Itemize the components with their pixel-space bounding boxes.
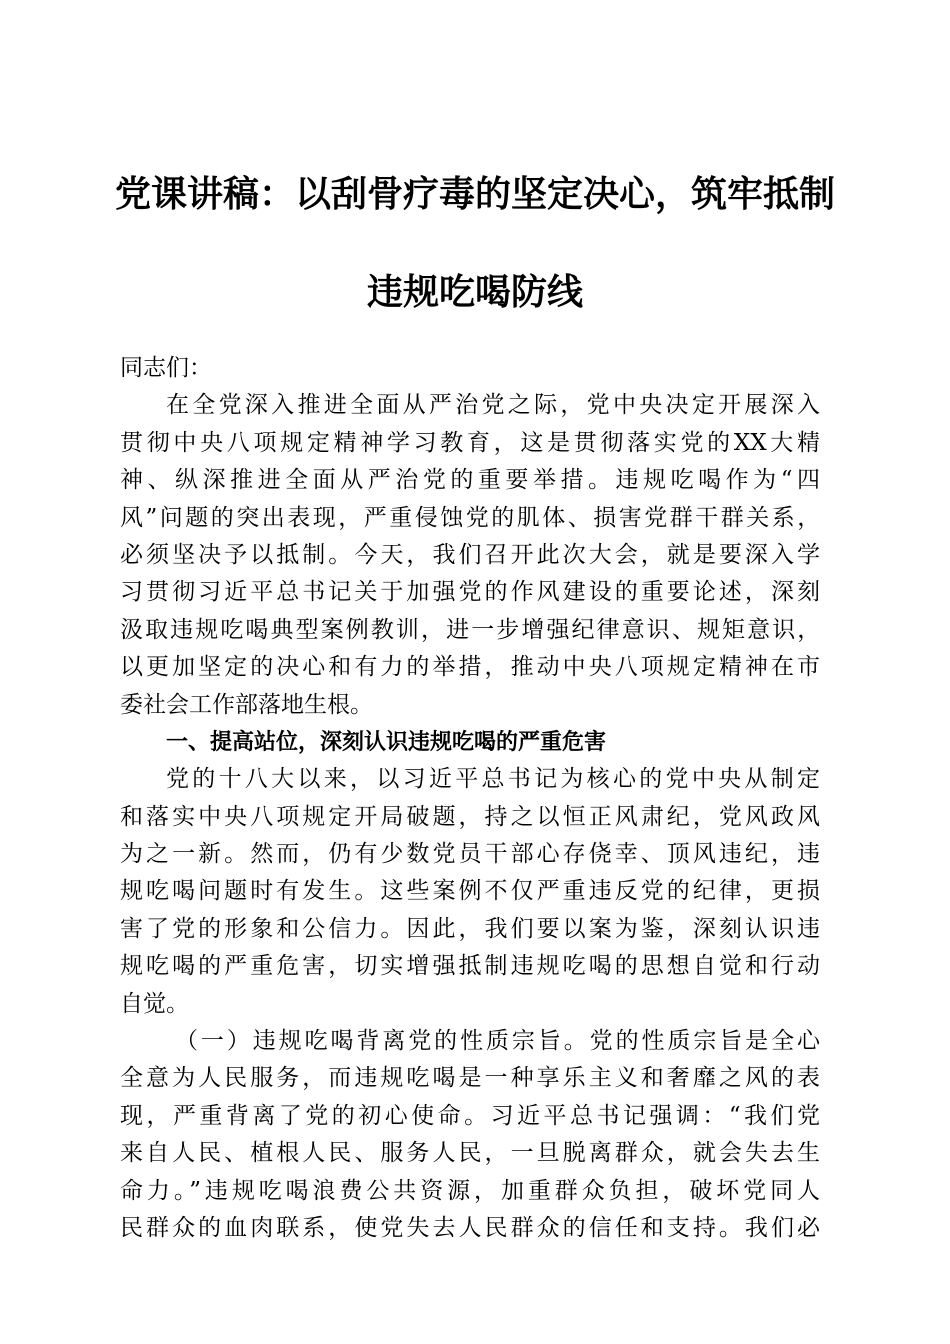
paragraph-line: 和落实中央八项规定开局破题，持之以恒正风肃纪，党风政风: [120, 803, 820, 830]
section-heading: 一、提高站位，深刻认识违规吃喝的严重危害: [166, 729, 607, 755]
paragraph-line: 规吃喝的严重危害，切实增强抵制违规吃喝的思想自觉和行动: [120, 953, 820, 980]
paragraph-line: 命力。”违规吃喝浪费公共资源，加重群众负担，破坏党同人: [120, 1177, 820, 1204]
subsection-paragraph-line: （一）违规吃喝背离党的性质宗旨。党的性质宗旨是全心: [175, 1028, 820, 1055]
paragraph-line: 全意为人民服务，而违规吃喝是一种享乐主义和奢靡之风的表: [120, 1065, 820, 1092]
document-title-line-1: 党课讲稿：以刮骨疗毒的坚定决心，筑牢抵制: [114, 173, 835, 215]
paragraph-line: 以更加坚定的决心和有力的举措，推动中央八项规定精神在市: [120, 654, 820, 681]
paragraph-line: 必须坚决予以抵制。今天，我们召开此次大会，就是要深入学: [120, 541, 820, 568]
paragraph-line: 自觉。: [120, 990, 189, 1017]
paragraph-line: 汲取违规吃喝典型案例教训，进一步增强纪律意识、规矩意识，: [120, 616, 820, 643]
paragraph-line: 规吃喝问题时有发生。这些案例不仅严重违反党的纪律，更损: [120, 878, 820, 905]
paragraph-line: 习贯彻习近平总书记关于加强党的作风建设的重要论述，深刻: [120, 579, 820, 606]
document-title-line-2: 违规吃喝防线: [366, 271, 583, 313]
salutation: 同志们：: [120, 355, 212, 381]
paragraph-line: 委社会工作部落地生根。: [120, 691, 373, 718]
paragraph-line: 党的十八大以来，以习近平总书记为核心的党中央从制定: [166, 766, 820, 793]
paragraph-line: 风”问题的突出表现，严重侵蚀党的肌体、损害党群干群关系，: [120, 504, 820, 531]
paragraph-line: 在全党深入推进全面从严治党之际，党中央决定开展深入: [166, 392, 820, 419]
paragraph-line: 现，严重背离了党的初心使命。习近平总书记强调：“我们党: [120, 1102, 820, 1129]
paragraph-line: 贯彻中央八项规定精神学习教育，这是贯彻落实党的XX大精: [120, 429, 820, 456]
paragraph-line: 害了党的形象和公信力。因此，我们要以案为鉴，深刻认识违: [120, 915, 820, 942]
paragraph-line: 神、纵深推进全面从严治党的重要举措。违规吃喝作为“四: [120, 467, 820, 494]
paragraph-line: 民群众的血肉联系，使党失去人民群众的信任和支持。我们必: [120, 1214, 820, 1241]
paragraph-line: 来自人民、植根人民、服务人民，一旦脱离群众，就会失去生: [120, 1140, 820, 1167]
document-body: [120, 350, 820, 1247]
paragraph-line: 为之一新。然而，仍有少数党员干部心存侥幸、顶风违纪，违: [120, 841, 820, 868]
